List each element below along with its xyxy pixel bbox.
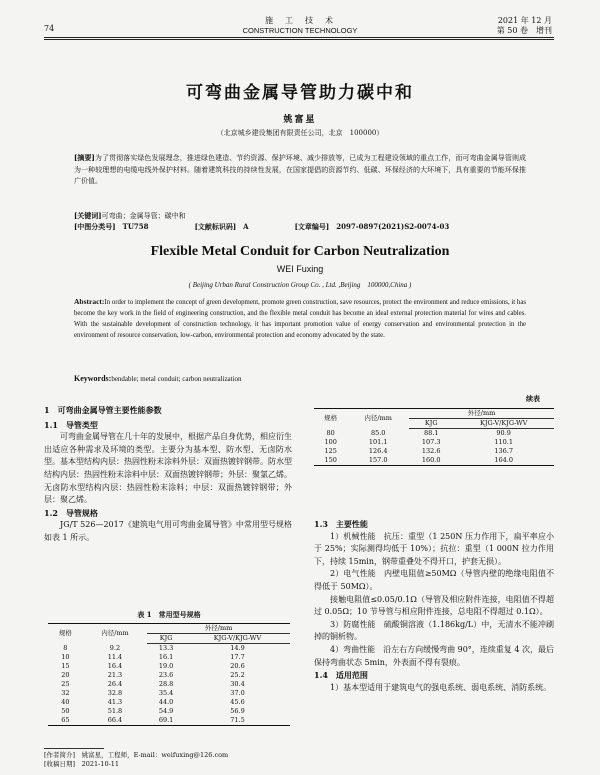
- table-row: [48, 644, 290, 654]
- journal-name-cn: 施 工 技 术: [265, 16, 335, 25]
- table-cell: 110.1: [494, 438, 513, 446]
- keywords-label-en: Keywords:: [74, 374, 112, 383]
- header-rule-thin: [44, 39, 554, 40]
- footnote-rule: [44, 748, 104, 749]
- journal-name-en: CONSTRUCTION TECHNOLOGY: [242, 26, 358, 35]
- abstract-text-cn: 为了贯彻落实绿色发展理念，推进绿色建造、节约资源、保护环境、减少排放等，已成为工程建设领域的重点工作，而可弯曲金属导管则成为一种较理想的电缆电线外保护材料。随着建筑科技的持续性发展，在国家提倡的资源节约、低碳、环保经济的大环境下，具有重要的节能环保推广价值。: [74, 154, 527, 185]
- performance-mechanical: 1）机械性能 抗压：重型（1 250N 压力作用下，扁平率应小于 25%；实际测得均低于 10%）；抗拉：重型（1 000N 拉力作用下，持续 15min，钢带重叠处不得开口，护套无损）。: [314, 531, 554, 566]
- table-cell: 35.4: [158, 689, 174, 697]
- abstract-cn: [74, 152, 526, 188]
- table-cell: 69.1: [158, 716, 174, 724]
- table-cell: 9.2: [109, 643, 121, 652]
- table-cell: 125: [324, 447, 337, 455]
- table-cell: 101.1: [368, 438, 388, 446]
- table-cell: 10: [61, 653, 70, 661]
- document-code: [文献标识码] A: [194, 222, 249, 231]
- section-1-heading: 1 可弯曲金属导管主要性能参数: [44, 405, 162, 415]
- table-cell: 50: [61, 707, 70, 715]
- article-number: [文章编号] 2097-0897(2021)S2-0074-03: [294, 222, 450, 231]
- abstract-label-cn: [摘要]: [74, 153, 95, 162]
- table-cell: 56.9: [230, 707, 245, 715]
- col-header-kjgv: KJG-V/KJG-WV: [185, 634, 290, 644]
- col-header-spec: 规格: [58, 629, 72, 638]
- author-cn: 姚富星: [283, 115, 317, 125]
- table-cell: 20: [61, 671, 70, 679]
- table-cell: 17.7: [230, 653, 245, 661]
- table-row: [314, 438, 554, 447]
- performance-corrosion: 3）防腐性能 硫酸铜溶液（1.186kg/L）中，无清水不能冲刷掉的铜析物。: [314, 619, 554, 642]
- table-cell: 136.7: [494, 447, 513, 455]
- performance-bending: 4）弯曲性能 沿左右方向缓慢弯曲 90°，连续重复 4 次，最后保持弯曲状态 5min，外表面不得有裂痕。: [314, 644, 554, 667]
- table-1-caption: 表 1 常用型号规格: [137, 610, 201, 619]
- issue-date: 2021 年 12 月: [497, 16, 552, 25]
- table-cell: 51.8: [107, 707, 123, 715]
- table-cell: 40: [61, 698, 70, 706]
- table-row: [48, 689, 290, 698]
- table-cell: 164.0: [494, 456, 513, 464]
- issue-volume: 第 50 卷 增刊: [496, 26, 552, 35]
- affiliation-en: ( Beijing Urban Rural Construction Group Co. , Ltd. ,Beijing 100000,China ): [188, 281, 412, 289]
- left-column: [44, 404, 292, 545]
- table-1-continued-grid: [314, 408, 554, 466]
- table-cell: 41.3: [107, 698, 123, 706]
- table-row: [48, 662, 290, 671]
- section-1-2-text: JG/T 526—2017《建筑电气用可弯曲金属导管》中常用型号规格如表 1 所示。: [44, 520, 292, 542]
- table-row: [48, 680, 290, 689]
- table-cell: 45.6: [230, 698, 245, 706]
- section-1-3-heading: 1.3 主要性能: [314, 519, 368, 529]
- table-row: [314, 447, 554, 456]
- table-row: [314, 456, 554, 466]
- table-cell: 37.0: [230, 689, 245, 697]
- class-number: [中图分类号] TU758: [74, 222, 149, 231]
- table-cell: 44.0: [158, 698, 174, 706]
- table-1-continued: [314, 394, 554, 466]
- table-cell: 15: [61, 662, 70, 670]
- table-cell: 132.6: [421, 447, 441, 455]
- table-cell: 85.0: [370, 428, 386, 437]
- author-en: WEI Fuxing: [276, 264, 324, 274]
- table-cell: 71.5: [230, 716, 245, 724]
- table-cell: 90.9: [496, 429, 511, 437]
- table-cell: 21.3: [107, 671, 123, 679]
- affiliation-cn: （北京城乡建设集团有限责任公司，北京 100000）: [216, 129, 384, 137]
- keywords-text-en: bendable; metal conduit; carbon neutralization: [111, 375, 242, 383]
- col-header-outer: 外径/mm: [409, 409, 554, 419]
- received-date: [收稿日期] 2021-10-11: [44, 760, 120, 768]
- footnote: [44, 751, 228, 769]
- article-title-en: Flexible Metal Conduit for Carbon Neutralization: [150, 244, 450, 259]
- table-1: [48, 610, 290, 726]
- table-cell: 26.4: [107, 680, 123, 688]
- table-1-body: [48, 644, 290, 726]
- right-column: [314, 518, 554, 694]
- table-1-grid: [48, 623, 290, 726]
- abstract-en: [74, 296, 526, 341]
- col-header-kjg: KJG: [409, 419, 453, 429]
- col-header-kjg: KJG: [147, 634, 185, 644]
- col-header-inner: 内径/mm: [101, 629, 129, 638]
- table-cell: 126.4: [368, 447, 388, 455]
- table-cell: 13.3: [158, 644, 174, 652]
- table-cell: 54.9: [158, 707, 174, 715]
- scope-basic: 1）基本型适用于建筑电气的强电系统、弱电系统、消防系统。: [330, 682, 552, 692]
- col-header-inner: 内径/mm: [364, 414, 392, 423]
- issue-info: [497, 16, 552, 36]
- table-cell: 28.8: [158, 680, 174, 688]
- table-row: [48, 653, 290, 662]
- table-cell: 160.0: [421, 456, 441, 464]
- performance-contact-resistance: 接触电阻值≤0.05/0.1Ω（导管及相应附件连接，电阻值不得超过 0.05Ω；10 节导管与相应附件连接，总电阻不得超过 0.1Ω）。: [314, 594, 554, 617]
- table-cell: 8: [63, 643, 68, 652]
- col-header-spec: 规格: [324, 414, 338, 423]
- author-info: [作者简介] 姚富星，工程师，E-mail：weifuxing@126.com: [44, 751, 229, 759]
- table-cell: 30.4: [230, 680, 245, 688]
- section-1-1-text: 可弯曲金属导管在几十年的发展中，根据产品自身优势，相应衍生出适应各种需求及环境的类型。主要分为基本型、防水型、无卤防水型。基本型结构内层：热固性粉末涂料外层：双面热镀锌钢带。防水型结构内层：热固性粉末涂料中层：双面热镀锌钢带；外层：聚氯乙烯。无卤防水型结构内层：热固性粉末涂料；中层：双面热镀锌钢带；外层：聚乙烯。: [44, 432, 292, 505]
- table-cell: 19.0: [158, 662, 174, 670]
- abstract-text-en: In order to implement the concept of green development, promote green construction, save resources, protect the environment and reduce emissions, it has become the key work in the field of engineering construction, and the flexible metal conduit has become an ideal external protection material for wires and cables. With the sustainable development of construction technology, it has important promotion value of energy conservation and environmental protection in the environment of resource conservation, low-carbon, environmental protection and economy advocated by the state.: [74, 299, 526, 339]
- table-row: [48, 716, 290, 726]
- table-cell: 80: [326, 428, 335, 437]
- table-cell: 25: [61, 680, 70, 688]
- table-row: [314, 429, 554, 439]
- table-cell: 157.0: [368, 456, 388, 464]
- table-cell: 16.1: [158, 653, 174, 661]
- header-rule: [44, 37, 554, 38]
- table-cell: 20.6: [230, 662, 245, 670]
- table-cell: 11.4: [107, 653, 123, 661]
- table-row: [48, 698, 290, 707]
- keywords-en: [74, 374, 526, 383]
- section-1-2-heading: 1.2 导管规格: [44, 507, 98, 518]
- keywords-cn: [74, 210, 526, 222]
- classification-line: [74, 222, 526, 232]
- table-continued-caption: 续表: [526, 394, 540, 403]
- page-number: 74: [44, 24, 55, 33]
- table-cell: 107.3: [421, 438, 441, 446]
- table-cell: 25.2: [230, 671, 245, 679]
- table-cell: 23.6: [158, 671, 174, 679]
- keywords-label-cn: [关键词]: [74, 211, 102, 220]
- table-row: [48, 707, 290, 716]
- col-header-kjgv: KJG-V/KJG-WV: [453, 419, 554, 429]
- table-cell: 32.8: [107, 689, 123, 697]
- section-1-1-heading: 1.1 导管类型: [44, 419, 98, 430]
- table-1-continued-body: [314, 429, 554, 466]
- table-cell: 65: [61, 716, 70, 724]
- table-cell: 66.4: [107, 716, 123, 724]
- col-header-outer: 外径/mm: [147, 624, 290, 634]
- performance-electrical: 2）电气性能 内壁电阻值≥50MΩ（导管内壁的绝缘电阻值不得低于 50MΩ）。: [314, 569, 554, 591]
- article-title-cn: 可弯曲金属导管助力碳中和: [186, 83, 414, 103]
- section-1-4-heading: 1.4 适用范围: [314, 670, 368, 681]
- table-cell: 88.1: [423, 429, 439, 437]
- table-cell: 32: [61, 689, 70, 697]
- table-cell: 14.9: [230, 644, 245, 652]
- table-cell: 150: [324, 456, 337, 464]
- table-row: [48, 671, 290, 680]
- table-cell: 100: [324, 438, 337, 446]
- keywords-text-cn: 可弯曲；金属导管；碳中和: [101, 212, 186, 220]
- abstract-label-en: Abstract:: [74, 297, 105, 306]
- table-cell: 16.4: [107, 662, 123, 670]
